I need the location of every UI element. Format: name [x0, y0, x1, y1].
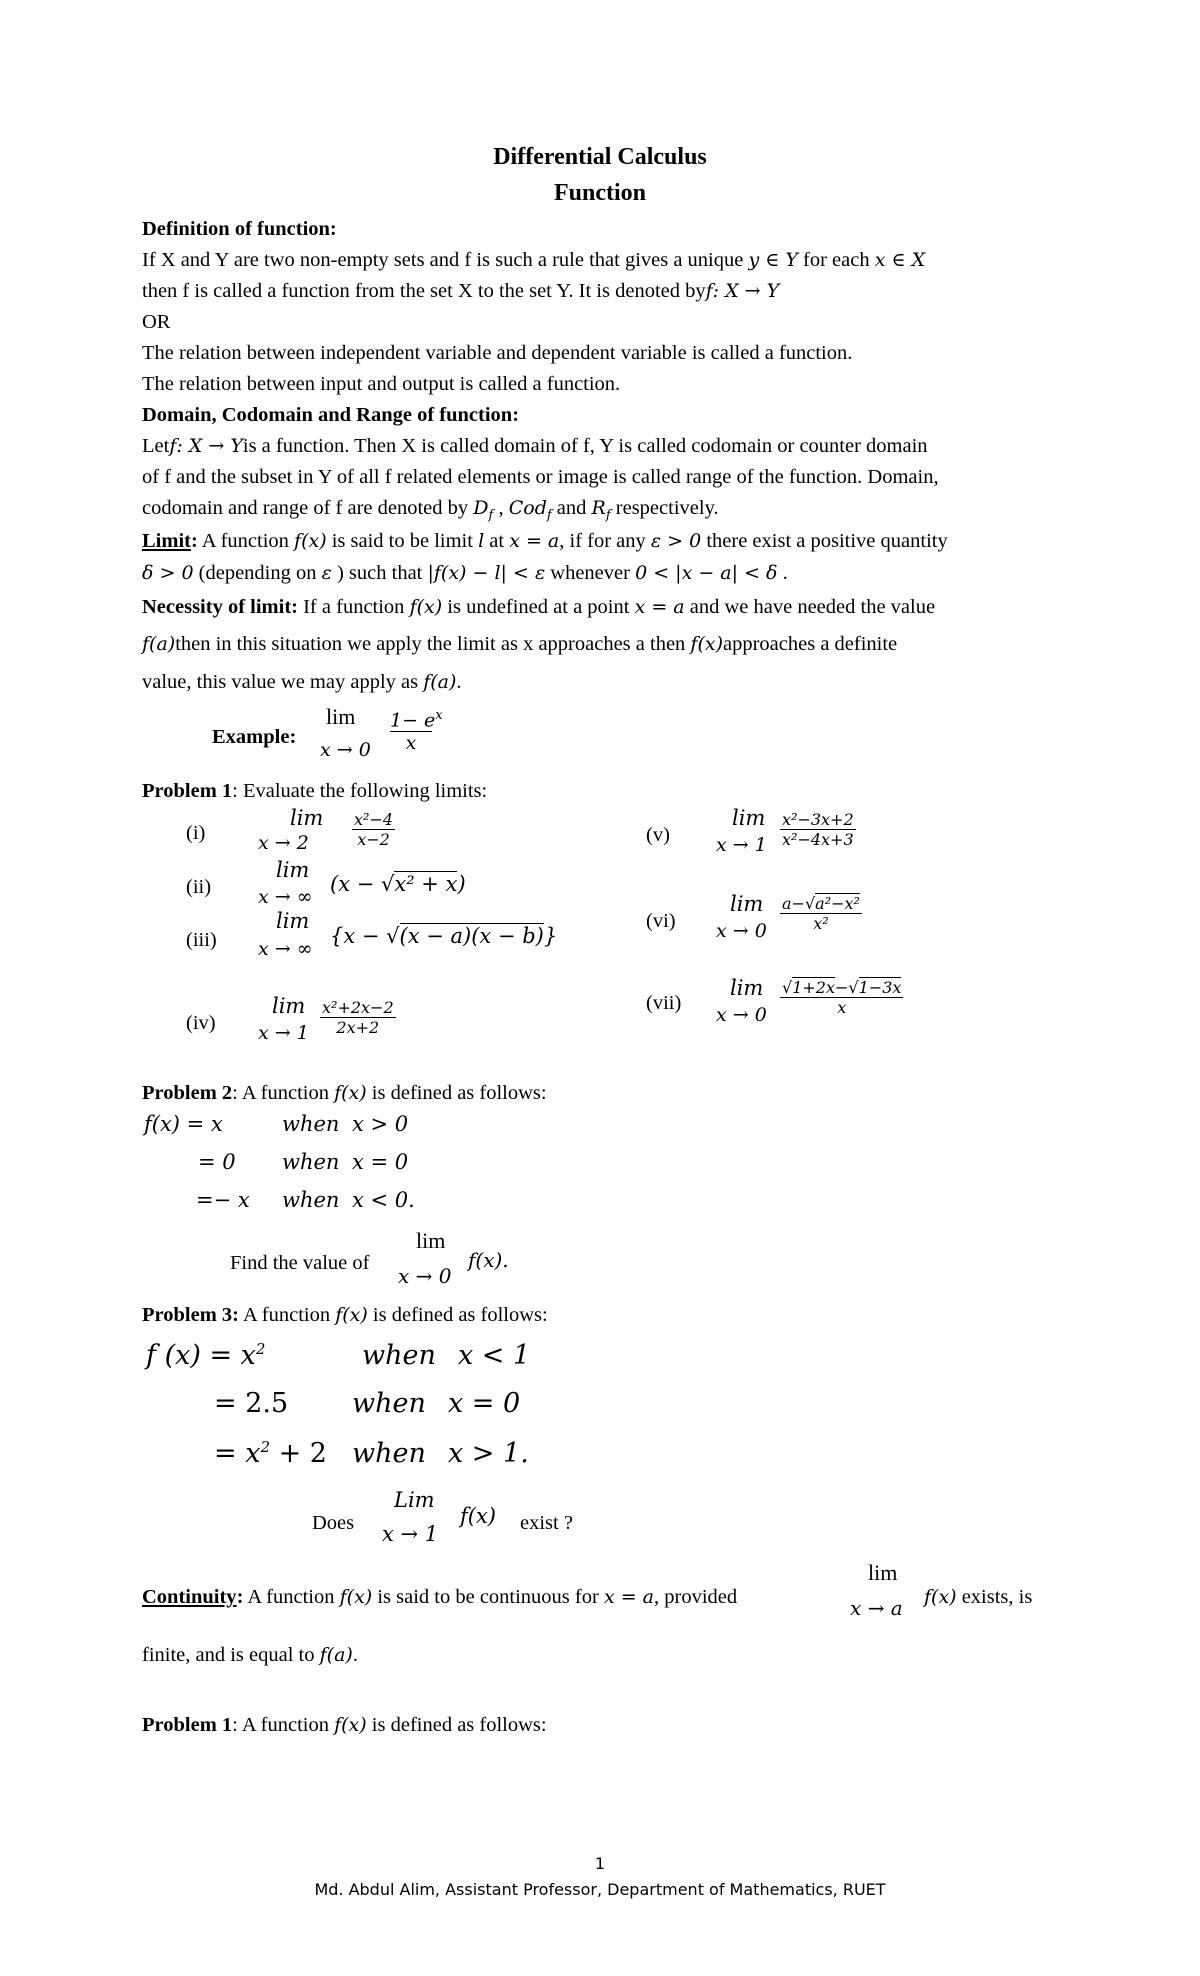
p1-iii-sub: x → ∞: [258, 938, 313, 960]
p1-iv-sub: x → 1: [258, 1022, 309, 1044]
p1-ii-sub: x → ∞: [258, 886, 313, 908]
limit-line2: δ > 0 (depending on ε ) such that |f(x) − l| < ε whenever 0 < |x − a| < δ .: [142, 562, 788, 584]
p1-i-fraction: x²−4 x−2: [354, 810, 394, 849]
p3-row1-lhs: f $(x) = x^2$: [146, 1340, 266, 1371]
p3-row1-cond: x < 1: [458, 1340, 531, 1371]
p2-row1-lhs: f(x) = x: [144, 1112, 223, 1136]
necessity-line2: f(a)then in this situation we apply the limit as x approaches a then f(x)approaches a definite: [142, 633, 898, 655]
example-sub: x → 0: [320, 739, 371, 761]
title-differential-calculus: Differential Calculus: [493, 144, 707, 170]
p3-row3-cond: x > 1.: [448, 1438, 529, 1469]
p3-row2-when: when: [352, 1388, 426, 1419]
p1-iii-lim: lim: [276, 909, 310, 933]
p3-lim: Lim: [394, 1488, 435, 1512]
p1-ii-expr: (x − √x² + x): [330, 872, 466, 896]
p1-roman-vi: (vi): [646, 910, 676, 932]
def-function-or: OR: [142, 311, 171, 333]
p1-i-lim: lim: [290, 806, 324, 830]
p2-sub: x → 0: [398, 1264, 452, 1288]
continuity-heading: Continuity: [142, 1586, 237, 1608]
continuity-tail: f(x) exists, is: [924, 1586, 1033, 1608]
p1-v-fraction: x²−3x+2 x²−4x+3: [782, 810, 854, 849]
p3-exist: exist ?: [520, 1512, 573, 1534]
p1-i-sub: x → 2: [258, 832, 309, 854]
def-function-line4: The relation between input and output is called a function.: [142, 373, 621, 395]
p1-vi-sub: x → 0: [716, 920, 767, 942]
p1-v-sub: x → 1: [716, 834, 767, 856]
necessity-line1: Necessity of limit: If a function f(x) is undefined at a point x = a and we have needed the value: [142, 596, 936, 618]
p3-row3-when: when: [352, 1438, 426, 1469]
problem1b-line: Problem 1: A function f(x) is defined as follows:: [142, 1714, 547, 1736]
domain-heading: Domain, Codomain and Range of function:: [142, 404, 520, 426]
p1-iv-fraction: x²+2x−2 2x+2: [322, 998, 394, 1037]
problem3-line: Problem 3: A function f(x) is defined as follows:: [142, 1304, 548, 1326]
continuity-line2: finite, and is equal to f(a).: [142, 1644, 358, 1666]
def-function-line2: then f is called a function from the set X to the set Y. It is denoted byf: X → Y: [142, 280, 780, 302]
p3-row3-lhs: = $x^2 + 2$: [214, 1438, 327, 1469]
example-label: Example:: [212, 726, 297, 748]
p1-vii-sub: x → 0: [716, 1004, 767, 1026]
example-fraction: $1- e^x$ x: [390, 708, 443, 755]
domain-line1: Letf: X → Yis a function. Then X is called domain of f, Y is called codomain or counter domain: [142, 435, 928, 457]
problem1-line: Problem 1: Evaluate the following limits:: [142, 780, 488, 802]
domain-line2: of f and the subset in Y of all f related elements or image is called range of the function. Domain,: [142, 466, 939, 488]
p1-roman-i: (i): [186, 822, 206, 844]
p1-ii-lim: lim: [276, 858, 310, 882]
p1-vii-lim: lim: [730, 976, 764, 1000]
p1-roman-v: (v): [646, 824, 670, 846]
example-lim: lim: [326, 704, 356, 729]
p2-row2-lhs: = 0: [198, 1150, 236, 1174]
p1-vi-lim: lim: [730, 892, 764, 916]
footer-credit: Md. Abdul Alim, Assistant Professor, Department of Mathematics, RUET: [314, 1880, 886, 1899]
p1-roman-iv: (iv): [186, 1012, 216, 1034]
p1-iii-expr: {x − √(x − a)(x − b)}: [330, 924, 558, 948]
p3-fx: f(x): [460, 1504, 497, 1528]
def-function-heading: Definition of function:: [142, 218, 337, 240]
continuity-lim: lim: [868, 1560, 898, 1585]
limit-line1: Limit: A function f(x) is said to be limit l at x = a, if for any ε > 0 there exist a positive quantity: [142, 530, 948, 552]
domain-line3: codomain and range of f are denoted by $D_f$ , Cod$_f$ and $R_f$ respectively.: [142, 497, 719, 524]
necessity-heading: Necessity of limit:: [142, 596, 298, 618]
problem2-line: Problem 2: A function f(x) is defined as follows:: [142, 1082, 547, 1104]
p1-roman-vii: (vii): [646, 992, 682, 1014]
p1-vii-fraction: √1+2x−√1−3x x: [782, 978, 902, 1017]
p2-row2-when: when: [282, 1150, 340, 1174]
p2-row3-lhs: =− x: [196, 1188, 250, 1212]
page-number: 1: [594, 1854, 606, 1873]
title-function: Function: [553, 180, 646, 206]
p2-row1-when: when: [282, 1112, 340, 1136]
p2-find: Find the value of: [230, 1252, 370, 1274]
p3-does: Does: [312, 1512, 355, 1534]
p3-row2-lhs: = 2.5: [214, 1388, 289, 1419]
p1-iv-lim: lim: [272, 994, 306, 1018]
p2-lim: lim: [416, 1228, 446, 1253]
continuity-line1: Continuity: A function f(x) is said to be continuous for x = a, provided: [142, 1586, 738, 1608]
limit-heading: Limit: [142, 530, 191, 552]
necessity-line3: value, this value we may apply as f(a).: [142, 671, 462, 693]
p2-row1-cond: x > 0: [352, 1112, 409, 1136]
p1-roman-iii: (iii): [186, 929, 217, 951]
p1-v-lim: lim: [732, 806, 766, 830]
def-function-line1: If X and Y are two non-empty sets and f is such a rule that gives a unique y ∈ Y for each x ∈ X: [142, 249, 926, 271]
continuity-sub: x → a: [850, 1596, 903, 1620]
p3-sub: x → 1: [382, 1522, 439, 1546]
p3-row1-when: when: [362, 1340, 436, 1371]
p3-row2-cond: x = 0: [448, 1388, 521, 1419]
p1-roman-ii: (ii): [186, 876, 212, 898]
p2-fx: f(x).: [468, 1248, 509, 1272]
p2-row3-cond: x < 0.: [352, 1188, 415, 1212]
def-function-line3: The relation between independent variable and dependent variable is called a function.: [142, 342, 853, 364]
p1-vi-fraction: a−√a²−x² x²: [782, 894, 860, 933]
p2-row2-cond: x = 0: [352, 1150, 409, 1174]
p2-row3-when: when: [282, 1188, 340, 1212]
